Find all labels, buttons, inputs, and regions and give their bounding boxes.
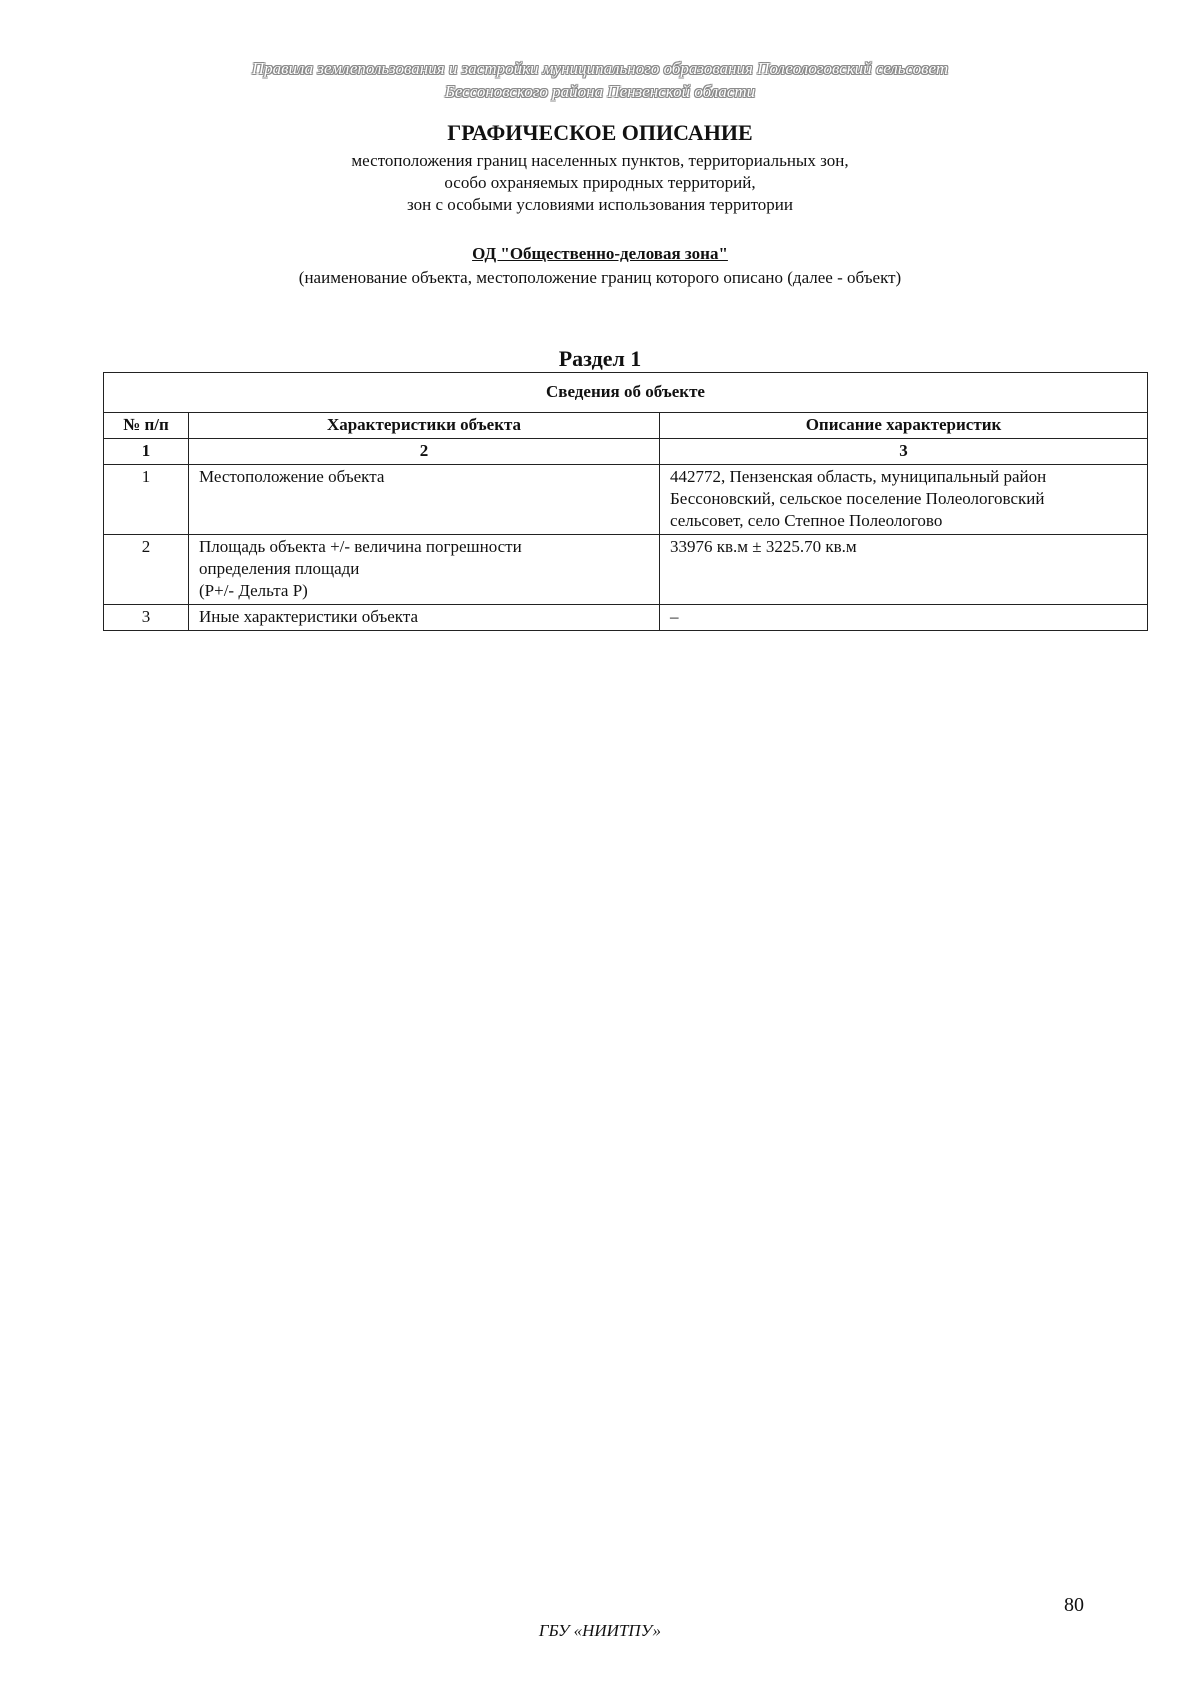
row-characteristic: [189, 535, 660, 605]
header-characteristic: Характеристики объекта: [189, 413, 660, 439]
table-header-row: [104, 413, 1148, 439]
column-number-3: 3: [660, 439, 1148, 465]
row-number: 2: [104, 535, 189, 605]
running-header: [0, 57, 1200, 103]
page-footer: ГБУ «НИИТПУ»: [538, 1621, 662, 1640]
header-number: № п/п: [104, 413, 189, 439]
table-row: [104, 605, 1148, 631]
table-row: [104, 535, 1148, 605]
table-row: [104, 465, 1148, 535]
row-description-line: –: [670, 607, 679, 626]
subtitle-line-3: зон с особыми условиями использования территории: [407, 195, 793, 214]
running-header-line-2: Бессоновского района Пензенской области: [444, 82, 756, 101]
object-name: [0, 243, 1200, 265]
subtitle-line-1: местоположения границ населенных пунктов, территориальных зон,: [351, 151, 849, 170]
subtitle-line-2: особо охраняемых природных территорий,: [444, 173, 756, 192]
row-characteristic-line: определения площади: [199, 559, 360, 578]
running-header-line-1: Правила землепользования и застройки муниципального образования Полеологовский сельсовет: [251, 59, 949, 78]
row-number: 3: [104, 605, 189, 631]
row-description: [660, 605, 1148, 631]
row-description-line: 33976 кв.м ± 3225.70 кв.м: [670, 537, 857, 556]
row-description-line: Бессоновский, сельское поселение Полеологовский: [670, 489, 1045, 508]
header-description: Описание характеристик: [660, 413, 1148, 439]
row-description-line: сельсовет, село Степное Полеологово: [670, 511, 943, 530]
object-info-table: [103, 372, 1148, 631]
table-caption: Сведения об объекте: [104, 373, 1148, 413]
column-number-2: 2: [189, 439, 660, 465]
row-characteristic-line: Площадь объекта +/- величина погрешности: [199, 537, 522, 556]
object-name-text: ОД "Общественно-деловая зона": [472, 244, 728, 263]
row-characteristic: [189, 465, 660, 535]
row-characteristic-line: (P+/- Дельта P): [199, 581, 308, 600]
object-note: (наименование объекта, местоположение границ которого описано (далее - объект): [298, 268, 902, 287]
row-description: [660, 535, 1148, 605]
section-title: Раздел 1: [558, 346, 642, 371]
row-characteristic-line: Местоположение объекта: [199, 467, 385, 486]
row-characteristic-line: Иные характеристики объекта: [199, 607, 419, 626]
row-description-line: 442772, Пензенская область, муниципальный район: [670, 467, 1047, 486]
page-number: 80: [1064, 1594, 1084, 1616]
row-number: 1: [104, 465, 189, 535]
document-subtitle: [0, 150, 1200, 216]
column-number-1: 1: [104, 439, 189, 465]
table-caption-row: [104, 373, 1148, 413]
row-characteristic: [189, 605, 660, 631]
column-number-row: [104, 439, 1148, 465]
row-description: [660, 465, 1148, 535]
document-title: ГРАФИЧЕСКОЕ ОПИСАНИЕ: [447, 120, 753, 145]
